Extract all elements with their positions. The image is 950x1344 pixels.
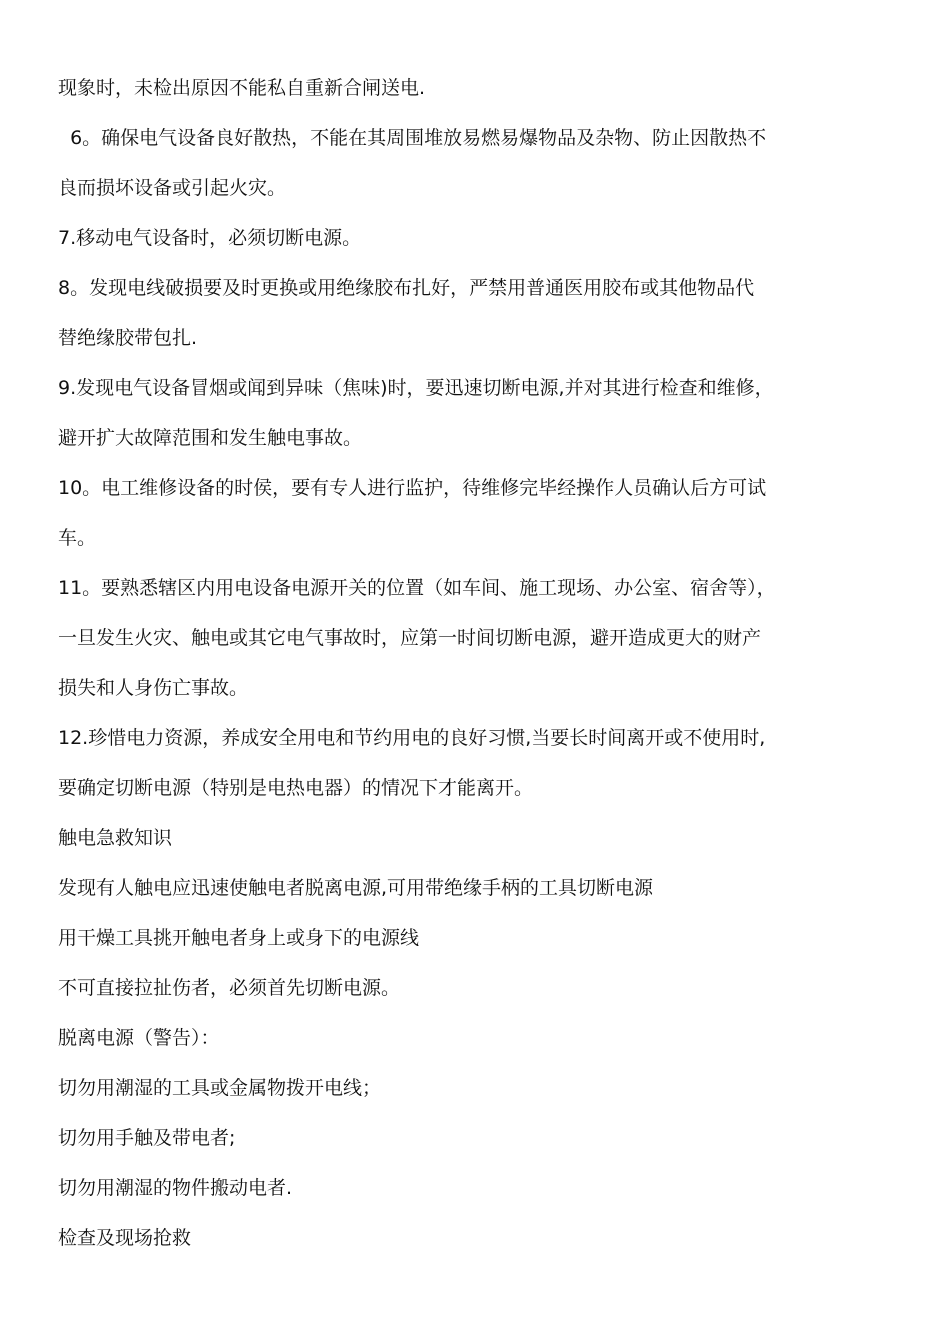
text-line: 要确定切断电源（特别是电热电器）的情况下才能离开。 xyxy=(58,777,534,799)
text-line: 切勿用潮湿的物件搬动电者. xyxy=(58,1177,293,1199)
text-line: 10。电工维修设备的时侯，要有专人进行监护，待维修完毕经操作人员确认后方可试 xyxy=(58,477,767,499)
text-line: 12.珍惜电力资源，养成安全用电和节约用电的良好习惯,当要长时间离开或不使用时, xyxy=(58,727,766,749)
text-line: 7.移动电气设备时，必须切断电源。 xyxy=(58,227,362,249)
text-line: 发现有人触电应迅速使触电者脱离电源,可用带绝缘手柄的工具切断电源 xyxy=(58,877,654,899)
text-line: 切勿用手触及带电者; xyxy=(58,1127,236,1149)
text-line: 现象时，未检出原因不能私自重新合闸送电. xyxy=(58,77,426,99)
text-line: 损失和人身伤亡事故。 xyxy=(58,677,249,699)
text-line: 切勿用潮湿的工具或金属物拨开电线； xyxy=(58,1077,382,1099)
text-line: 6。确保电气设备良好散热，不能在其周围堆放易燃易爆物品及杂物、防止因散热不 xyxy=(58,127,767,149)
text-line: 8。发现电线破损要及时更换或用绝缘胶布扎好，严禁用普通医用胶布或其他物品代 xyxy=(58,277,755,299)
text-line: 脱离电源（警告）： xyxy=(58,1027,220,1049)
text-line: 9.发现电气设备冒烟或闻到异味（焦味)时，要迅速切断电源,并对其进行检查和维修， xyxy=(58,377,774,399)
text-line: 用干燥工具挑开触电者身上或身下的电源线 xyxy=(58,927,420,949)
text-line: 避开扩大故障范围和发生触电事故。 xyxy=(58,427,363,449)
section-heading: 触电急救知识 xyxy=(58,827,173,849)
text-line: 11。要熟悉辖区内用电设备电源开关的位置（如车间、施工现场、办公室、宿舍等）， xyxy=(58,577,776,599)
text-line: 一旦发生火灾、触电或其它电气事故时，应第一时间切断电源，避开造成更大的财产 xyxy=(58,627,762,649)
text-line: 不可直接拉扯伤者，必须首先切断电源。 xyxy=(58,977,401,999)
section-heading: 检查及现场抢救 xyxy=(58,1227,192,1249)
text-line: 替绝缘胶带包扎. xyxy=(58,327,198,349)
text-line: 车。 xyxy=(58,527,97,549)
text-line: 良而损坏设备或引起火灾。 xyxy=(58,177,287,199)
